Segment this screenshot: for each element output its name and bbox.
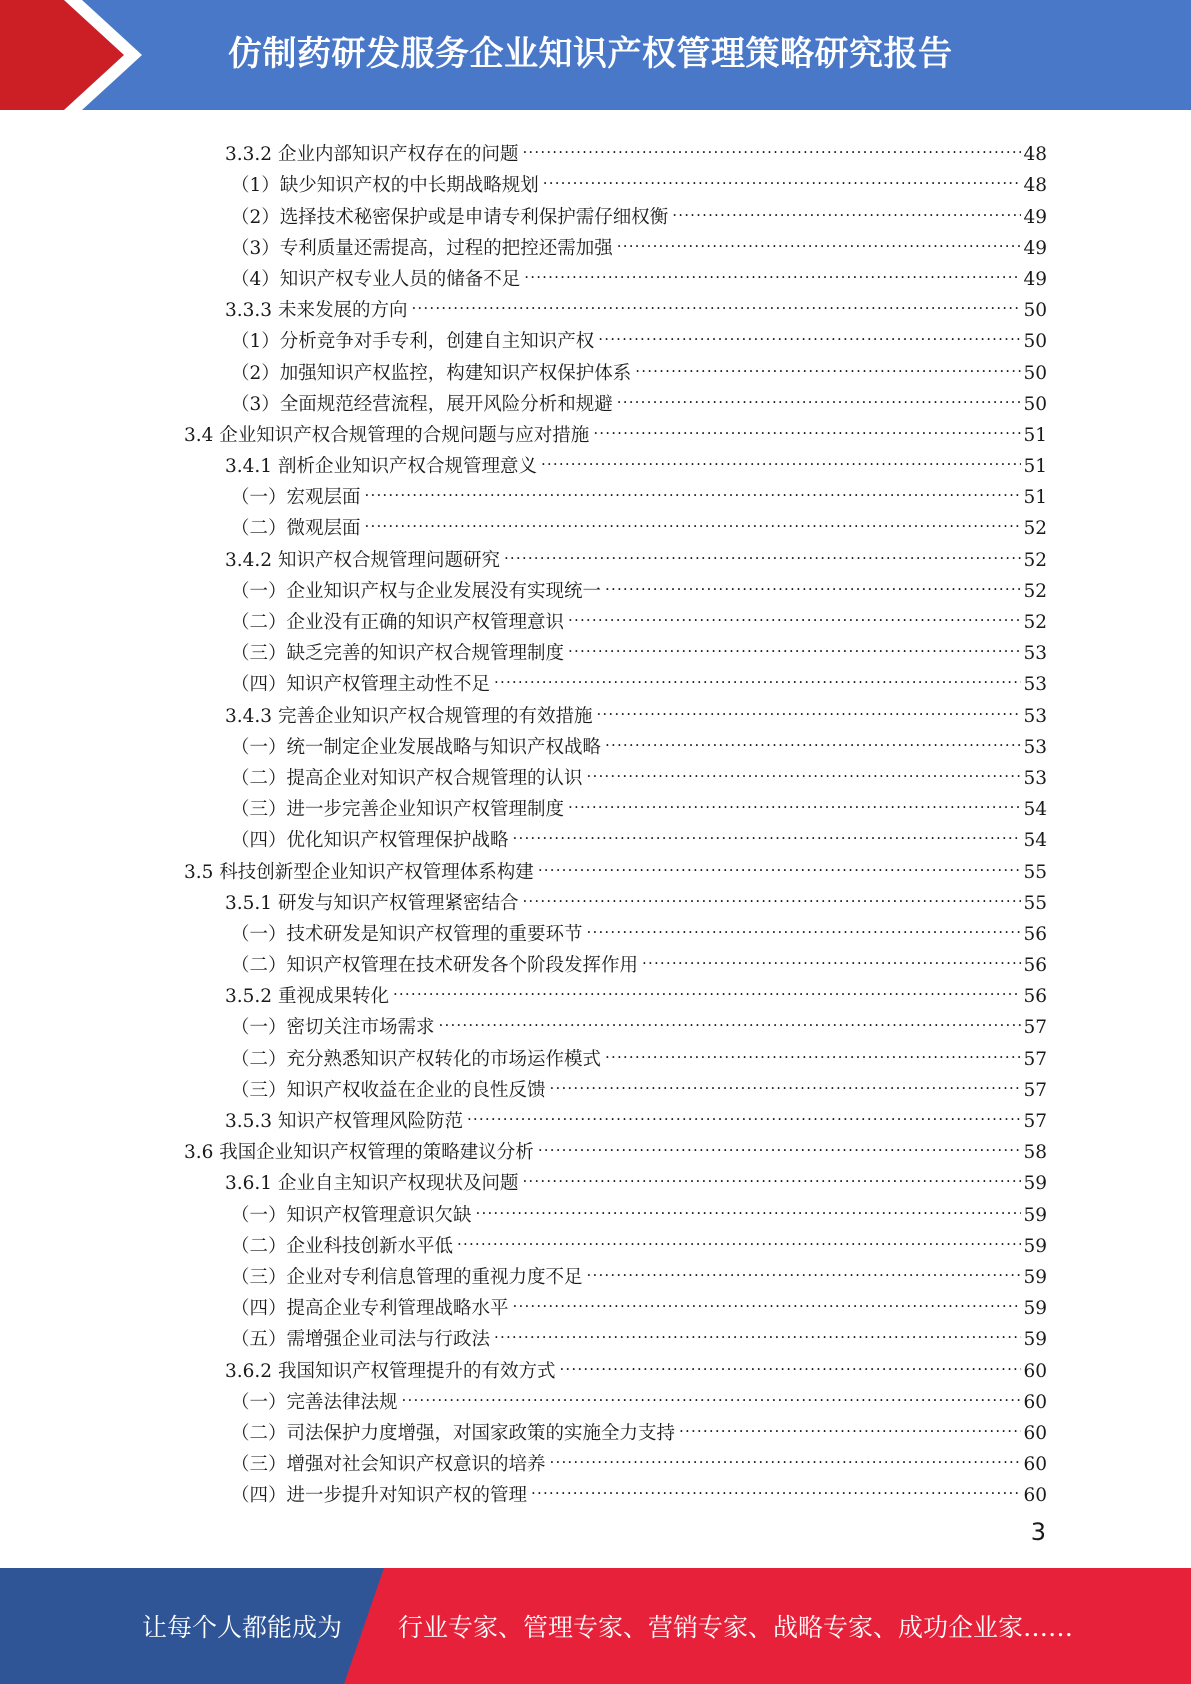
toc-dot-leader xyxy=(605,1033,1021,1064)
toc-entry-page: 52 xyxy=(1023,612,1047,633)
toc-entry-page: 53 xyxy=(1023,705,1047,727)
toc-dot-leader xyxy=(538,1127,1022,1158)
toc-entry[interactable] xyxy=(231,1221,1191,1257)
toc-entry-page: 50 xyxy=(1023,331,1047,353)
toc-entry[interactable] xyxy=(231,1252,1191,1288)
toc-dot-leader xyxy=(587,1252,1022,1283)
toc-entry-page: 49 xyxy=(1023,206,1047,228)
toc-entry-title: （四）知识产权管理主动性不足 xyxy=(231,674,491,696)
toc-dot-leader xyxy=(504,534,1021,565)
toc-entry[interactable] xyxy=(231,379,1191,415)
toc-entry-page: 59 xyxy=(1023,1235,1047,1257)
toc-entry-page: 60 xyxy=(1023,1485,1047,1507)
toc-entry[interactable] xyxy=(231,597,1191,633)
toc-dot-leader xyxy=(617,223,1022,254)
toc-entry-title: （一）宏观层面 xyxy=(231,487,361,509)
toc-entry[interactable] xyxy=(225,971,1191,1008)
toc-entry-page: 60 xyxy=(1023,1422,1047,1444)
toc-entry-page: 52 xyxy=(1023,580,1047,602)
toc-entry[interactable] xyxy=(231,722,1191,758)
toc-entry-page: 55 xyxy=(1023,861,1047,883)
toc-entry-page: 56 xyxy=(1023,986,1047,1008)
toc-entry-title: （2）选择技术秘密保护或是申请专利保护需仔细权衡 xyxy=(231,206,669,228)
toc-entry-page: 51 xyxy=(1023,456,1047,478)
toc-entry-page: 52 xyxy=(1023,518,1047,540)
toc-entry[interactable] xyxy=(231,1189,1191,1226)
toc-entry[interactable] xyxy=(231,909,1191,945)
toc-entry[interactable] xyxy=(231,1408,1191,1444)
toc-entry-title: （二）微观层面 xyxy=(231,518,361,540)
toc-entry-title: 3.5.1 研发与知识产权管理紧密结合 xyxy=(225,892,519,914)
toc-entry-page: 54 xyxy=(1023,830,1047,852)
toc-entry-title: 3.4 企业知识产权合规管理的合规问题与应对措施 xyxy=(184,424,590,446)
table-of-contents xyxy=(0,129,1191,1507)
toc-entry[interactable] xyxy=(225,1158,1191,1195)
toc-entry[interactable] xyxy=(231,503,1191,540)
toc-dot-leader xyxy=(494,1314,1021,1345)
toc-entry-title: （二）企业没有正确的知识产权管理意识 xyxy=(231,612,565,633)
toc-dot-leader xyxy=(365,472,1022,503)
toc-dot-leader xyxy=(672,191,1021,222)
toc-entry-page: 56 xyxy=(1023,955,1047,977)
toc-entry-title: （二）提高企业对知识产权合规管理的认识 xyxy=(231,767,583,789)
toc-entry-page: 49 xyxy=(1023,268,1047,290)
toc-dot-leader xyxy=(679,1408,1021,1439)
toc-entry-page: 51 xyxy=(1023,424,1047,446)
toc-dot-leader xyxy=(543,160,1022,191)
toc-entry-title: （三）企业对专利信息管理的重视力度不足 xyxy=(231,1266,583,1288)
toc-entry-title: （二）企业科技创新水平低 xyxy=(231,1235,454,1257)
toc-entry-title: 3.3.3 未来发展的方向 xyxy=(225,300,408,322)
toc-dot-leader xyxy=(365,503,1022,534)
toc-dot-leader xyxy=(568,784,1021,815)
toc-entry-title: （二）司法保护力度增强，对国家政策的实施全力支持 xyxy=(231,1422,676,1444)
toc-entry-title: 3.4.3 完善企业知识产权合规管理的有效措施 xyxy=(225,705,593,727)
toc-entry-title: 3.3.2 企业内部知识产权存在的问题 xyxy=(225,144,519,166)
toc-dot-leader xyxy=(642,940,1021,971)
toc-entry[interactable] xyxy=(184,410,1191,446)
toc-dot-leader xyxy=(593,410,1021,441)
toc-entry-page: 53 xyxy=(1023,674,1047,696)
toc-entry[interactable] xyxy=(231,191,1191,228)
toc-entry-title: （三）增强对社会知识产权意识的培养 xyxy=(231,1454,546,1476)
toc-entry-page: 59 xyxy=(1023,1329,1047,1351)
toc-entry-page: 59 xyxy=(1023,1266,1047,1288)
toc-entry[interactable] xyxy=(231,472,1191,509)
toc-dot-leader xyxy=(559,1345,1021,1376)
toc-dot-leader xyxy=(476,1189,1022,1220)
page-number: 3 xyxy=(1030,1518,1046,1546)
toc-entry[interactable] xyxy=(225,1096,1191,1132)
toc-dot-leader xyxy=(635,347,1021,378)
toc-entry[interactable] xyxy=(231,566,1191,602)
toc-entry-title: （三）缺乏完善的知识产权合规管理制度 xyxy=(231,643,565,665)
toc-entry[interactable] xyxy=(225,534,1191,571)
toc-entry[interactable] xyxy=(231,223,1191,259)
toc-entry[interactable] xyxy=(225,690,1191,727)
toc-dot-leader xyxy=(587,753,1022,784)
toc-entry-title: 3.5.3 知识产权管理风险防范 xyxy=(225,1111,463,1132)
toc-entry-title: （二）充分熟悉知识产权转化的市场运作模式 xyxy=(231,1048,602,1070)
toc-dot-leader xyxy=(596,690,1021,721)
toc-entry-page: 60 xyxy=(1023,1391,1047,1413)
toc-entry-page: 50 xyxy=(1023,300,1047,322)
toc-entry-page: 50 xyxy=(1023,362,1047,384)
toc-entry-title: 3.4.2 知识产权合规管理问题研究 xyxy=(225,549,500,571)
toc-entry-title: （五）需增强企业司法与行政法 xyxy=(231,1329,491,1351)
toc-entry-page: 53 xyxy=(1023,767,1047,789)
toc-entry-title: 3.5 科技创新型企业知识产权管理体系构建 xyxy=(184,861,534,883)
footer-slogan-left: 让每个人都能成为 xyxy=(142,1613,343,1642)
toc-entry[interactable] xyxy=(231,1002,1191,1039)
toc-entry-title: （一）密切关注市场需求 xyxy=(231,1017,435,1039)
toc-dot-leader xyxy=(494,659,1021,690)
toc-entry-title: （三）进一步完善企业知识产权管理制度 xyxy=(231,799,565,821)
toc-entry[interactable] xyxy=(231,784,1191,821)
toc-entry[interactable] xyxy=(231,347,1191,384)
toc-dot-leader xyxy=(513,815,1022,846)
toc-entry[interactable] xyxy=(184,846,1191,883)
toc-entry[interactable] xyxy=(225,1345,1191,1382)
toc-entry-title: （三）知识产权收益在企业的良性反馈 xyxy=(231,1079,546,1101)
toc-entry-title: （四）提高企业专利管理战略水平 xyxy=(231,1298,509,1320)
toc-dot-leader xyxy=(439,1002,1022,1033)
toc-entry[interactable] xyxy=(231,1033,1191,1070)
toc-entry-page: 58 xyxy=(1023,1142,1047,1164)
toc-entry-page: 57 xyxy=(1023,1111,1047,1132)
toc-dot-leader xyxy=(522,878,1021,909)
toc-entry[interactable] xyxy=(231,753,1191,789)
toc-entry[interactable] xyxy=(231,1283,1191,1320)
toc-entry-page: 60 xyxy=(1023,1360,1047,1382)
toc-dot-leader xyxy=(531,1470,1021,1501)
toc-entry[interactable] xyxy=(231,1377,1191,1413)
toc-entry-title: （一）知识产权管理意识欠缺 xyxy=(231,1204,472,1226)
toc-entry-page: 53 xyxy=(1023,736,1047,758)
toc-entry-title: 3.4.1 剖析企业知识产权合规管理意义 xyxy=(225,456,537,478)
toc-entry-page: 55 xyxy=(1023,892,1047,914)
toc-dot-leader xyxy=(393,971,1021,1002)
toc-entry-title: （4）知识产权专业人员的储备不足 xyxy=(231,268,521,290)
toc-entry[interactable] xyxy=(231,659,1191,696)
toc-entry[interactable] xyxy=(225,285,1191,322)
toc-dot-leader xyxy=(568,597,1021,628)
toc-dot-leader xyxy=(550,1065,1022,1096)
toc-entry[interactable] xyxy=(231,1065,1191,1101)
toc-entry-title: 3.6 我国企业知识产权管理的策略建议分析 xyxy=(184,1142,534,1164)
toc-entry-title: 3.6.1 企业自主知识产权现状及问题 xyxy=(225,1173,519,1195)
toc-dot-leader xyxy=(513,1283,1022,1314)
toc-entry-page: 52 xyxy=(1023,549,1047,571)
footer-slogan-right: 行业专家、管理专家、营销专家、战略专家、成功企业家…… xyxy=(398,1613,1074,1642)
toc-entry-title: （四）进一步提升对知识产权的管理 xyxy=(231,1485,528,1507)
toc-entry-title: （3）全面规范经营流程，展开风险分析和规避 xyxy=(231,393,613,415)
toc-entry-title: （一）统一制定企业发展战略与知识产权战略 xyxy=(231,736,602,758)
toc-entry[interactable] xyxy=(231,628,1191,665)
toc-entry-page: 50 xyxy=(1023,393,1047,415)
toc-entry[interactable] xyxy=(231,254,1191,290)
toc-entry-title: （二）知识产权管理在技术研发各个阶段发挥作用 xyxy=(231,955,639,977)
toc-dot-leader xyxy=(524,254,1021,285)
toc-entry[interactable] xyxy=(231,1314,1191,1351)
toc-entry-title: （一）技术研发是知识产权管理的重要环节 xyxy=(231,923,583,945)
toc-entry-title: （四）优化知识产权管理保护战略 xyxy=(231,830,509,852)
toc-entry[interactable] xyxy=(231,160,1191,197)
toc-entry-title: （1）分析竞争对手专利，创建自主知识产权 xyxy=(231,331,595,353)
toc-dot-leader xyxy=(605,722,1021,753)
toc-entry[interactable] xyxy=(231,316,1191,353)
toc-entry-page: 59 xyxy=(1023,1173,1047,1195)
page-footer xyxy=(0,1568,1191,1684)
toc-dot-leader xyxy=(457,1221,1021,1252)
toc-dot-leader xyxy=(598,316,1021,347)
toc-entry-page: 56 xyxy=(1023,923,1047,945)
toc-dot-leader xyxy=(605,566,1021,597)
toc-dot-leader xyxy=(568,628,1021,659)
page-header xyxy=(0,0,1191,110)
toc-dot-leader xyxy=(402,1377,1022,1408)
toc-entry-page: 53 xyxy=(1023,643,1047,665)
toc-entry-page: 48 xyxy=(1023,144,1047,166)
toc-entry-title: （1）缺少知识产权的中长期战略规划 xyxy=(231,175,539,197)
toc-dot-leader xyxy=(522,129,1021,160)
toc-dot-leader xyxy=(617,379,1022,410)
toc-entry-page: 57 xyxy=(1023,1017,1047,1039)
toc-dot-leader xyxy=(411,285,1021,316)
toc-dot-leader xyxy=(541,441,1021,472)
toc-entry-page: 54 xyxy=(1023,799,1047,821)
toc-entry-title: 3.5.2 重视成果转化 xyxy=(225,986,389,1008)
toc-entry-title: （一）完善法律法规 xyxy=(231,1391,398,1413)
toc-entry-page: 48 xyxy=(1023,175,1047,197)
toc-entry[interactable] xyxy=(231,1470,1191,1507)
toc-entry-page: 49 xyxy=(1023,237,1047,259)
toc-entry-page: 57 xyxy=(1023,1048,1047,1070)
toc-entry-page: 51 xyxy=(1023,487,1047,509)
toc-entry[interactable] xyxy=(225,129,1191,166)
toc-entry[interactable] xyxy=(231,1439,1191,1476)
toc-entry[interactable] xyxy=(184,1127,1191,1164)
toc-dot-leader xyxy=(522,1158,1021,1189)
toc-entry-title: （3）专利质量还需提高，过程的把控还需加强 xyxy=(231,237,613,259)
toc-entry[interactable] xyxy=(225,441,1191,478)
toc-dot-leader xyxy=(467,1096,1021,1127)
report-title: 仿制药研发服务企业知识产权管理策略研究报告 xyxy=(228,34,953,74)
toc-entry-page: 59 xyxy=(1023,1298,1047,1320)
toc-entry-title: 3.6.2 我国知识产权管理提升的有效方式 xyxy=(225,1360,556,1382)
toc-entry-page: 60 xyxy=(1023,1454,1047,1476)
toc-entry-page: 59 xyxy=(1023,1204,1047,1226)
toc-entry-title: （2）加强知识产权监控，构建知识产权保护体系 xyxy=(231,362,632,384)
header-chevron-decoration xyxy=(0,0,160,110)
toc-dot-leader xyxy=(587,909,1022,940)
toc-entry[interactable] xyxy=(231,940,1191,977)
toc-entry[interactable] xyxy=(225,878,1191,914)
toc-entry-page: 57 xyxy=(1023,1079,1047,1101)
toc-entry-title: （一）企业知识产权与企业发展没有实现统一 xyxy=(231,580,602,602)
toc-dot-leader xyxy=(550,1439,1022,1470)
toc-dot-leader xyxy=(538,846,1022,877)
toc-entry[interactable] xyxy=(231,815,1191,852)
